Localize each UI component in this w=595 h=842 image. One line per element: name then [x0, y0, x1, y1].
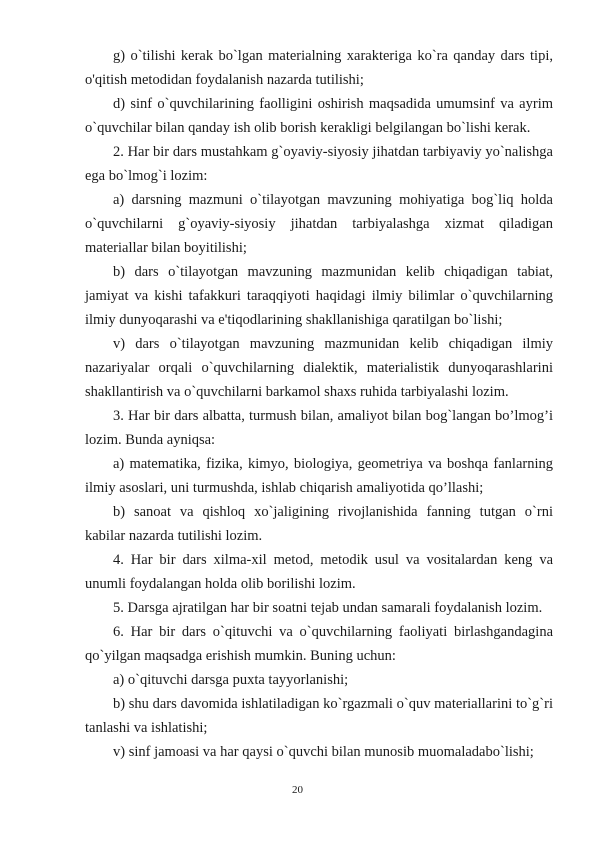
paragraph-b-sanoat: b) sanoat va qishloq xo`jaligining rivojlanishida fanning tutgan o`rni kabilar nazarda tutilishi lozim. — [85, 504, 553, 544]
paragraph-a-fanlar: a) matematika, fizika, kimyo, biologiya, geometriya va boshqa fanlarning ilmiy asoslari, uni turmushda, ishlab chiqarish amaliyotida qo’llashi; — [85, 456, 553, 496]
paragraph-6-faoliyat: 6. Har bir dars o`qituvchi va o`quvchilarning faoliyati birlashgandagina qo`yilgan maqsadga erishish mumkin. Buning uchun: — [85, 624, 553, 664]
paragraph-4-metodlar: 4. Har bir dars xilma-xil metod, metodik usul va vositalardan keng va unumli foydalangan holda olib borilishi lozim. — [85, 552, 553, 592]
paragraph-a-mazmun: a) darsning mazmuni o`tilayotgan mavzuning mohiyatiga bog`liq holda o`quvchilarni g`oyaviy-siyosiy jihatdan tarbiyalashga xizmat qiladigan materiallar bilan boyitilishi; — [85, 192, 553, 256]
document-body — [85, 44, 553, 764]
paragraph-3-turmush: 3. Har bir dars albatta, turmush bilan, amaliyot bilan bog`langan bo’lmog’i lozim. Bunda ayniqsa: — [85, 408, 553, 448]
paragraph-d-faollik: d) sinf o`quvchilarining faolligini oshirish maqsadida umumsinf va ayrim o`quvchilar bilan qanday ish olib borish kerakligi belgilangan bo`lishi kerak. — [85, 96, 553, 136]
page-number: 20 — [292, 784, 303, 796]
paragraph-v-nazariyalar: v) dars o`tilayotgan mavzuning mazmunidan kelib chiqadigan ilmiy nazariyalar orqali o`quvchilarning dialektik, materialistik dunyoqarashlarini shakllantirish va o`quvchilarni barkamol shaxs ruhida tarbiyalashi lozim. — [85, 336, 553, 400]
paragraph-2-goyaviy: 2. Har bir dars mustahkam g`oyaviy-siyosiy jihatdan tarbiyaviy yo`nalishga ega bo`lmog`i lozim: — [85, 144, 553, 184]
paragraph-b-korgazmali: b) shu dars davomida ishlatiladigan ko`rgazmali o`quv materiallarini to`g`ri tanlashi va ishlatishi; — [85, 696, 553, 736]
paragraph-5-vaqt: 5. Darsga ajratilgan har bir soatni tejab undan samarali foydalanish lozim. — [113, 600, 543, 616]
paragraph-v-muomala: v) sinf jamoasi va har qaysi o`quvchi bilan munosib muomaladabo`lishi; — [113, 744, 534, 760]
paragraph-b-ilmiy-bilimlar: b) dars o`tilayotgan mavzuning mazmunidan kelib chiqadigan tabiat, jamiyat va kishi tafakkuri taraqqiyoti haqidagi ilmiy bilimlar o`quvchilarning ilmiy dunyoqarashi va e'tiqodlarining shakllanishiga qaratilgan bo`lishi; — [85, 264, 553, 328]
paragraph-g-dars-tipi: g) o`tilishi kerak bo`lgan materialning xarakteriga ko`ra qanday dars tipi, o'qitish metodidan foydalanish nazarda tutilishi; — [85, 48, 553, 88]
paragraph-a-tayyorgarlik: a) o`qituvchi darsga puxta tayyorlanishi; — [113, 672, 349, 688]
